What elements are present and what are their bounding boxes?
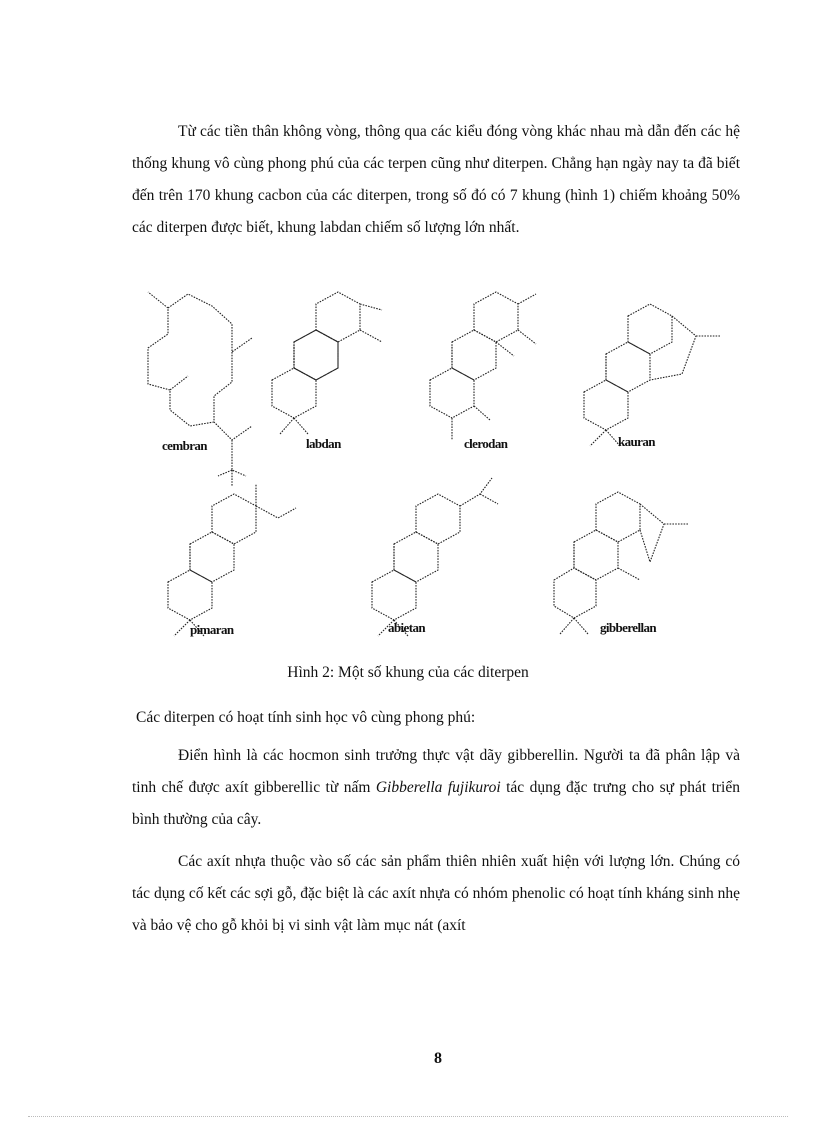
abietan-structure — [372, 478, 498, 636]
label-abietan: abietan — [388, 620, 425, 635]
paragraph-2 — [136, 702, 744, 734]
label-labdan: labdan — [306, 436, 341, 451]
paragraph-4-text: Các axít nhựa thuộc vào số các sản phẩm thiên nhiên xuất hiện với lượng lớn. Chúng có tác dụng cố kết các sợi gỗ, đặc biệt là các axít nhựa có nhóm phenolic có hoạt tính kháng sinh nhẹ và bảo vệ cho gỗ khỏi bị vi sinh vật làm mục nát (axít — [132, 853, 740, 934]
label-gibberellan: gibberellan — [600, 620, 657, 635]
paragraph-1 — [132, 116, 740, 244]
paragraph-1-text: Từ các tiền thân không vòng, thông qua các kiểu đóng vòng khác nhau mà dẫn đến các hệ thống khung vô cùng phong phú của các terpen cũng như diterpen. Chẳng hạn ngày nay ta đã biết đến trên 170 khung cacbon của các diterpen, trong số đó có 7 khung (hình 1) chiếm khoảng 50% các diterpen được biết, khung labdan chiếm số lượng lớn nhất. — [132, 123, 740, 236]
label-clerodan: clerodan — [464, 436, 508, 451]
figure-caption: Hình 2: Một số khung của các diterpen — [287, 664, 529, 681]
paragraph-3-text-start: Điển hình là các hocmon sinh trưởng thực vật dãy gibberellin. Người ta đã phân lập và tinh chế được axít gibberellic từ nấm — [132, 747, 740, 796]
clerodan-structure — [430, 292, 536, 440]
label-kauran: kauran — [618, 434, 655, 449]
label-cembran: cembran — [162, 438, 207, 453]
labdan-structure — [272, 292, 382, 434]
pimaran-structure — [168, 484, 296, 636]
paragraph-2-text: Các diterpen có hoạt tính sinh học vô cùng phong phú: — [136, 709, 476, 726]
paragraph-3-text-end: tác dụng đặc trưng cho sự phát triển bình thường của cây. — [132, 779, 740, 828]
species-name: Gibberella fujikuroi — [375, 779, 501, 796]
paragraph-3 — [132, 740, 740, 836]
gibberellan-structure — [554, 492, 688, 634]
page-number: 8 — [434, 1050, 442, 1067]
cembran-structure — [148, 292, 252, 486]
structure-drawings — [120, 280, 740, 650]
footer-divider — [28, 1116, 788, 1117]
paragraph-4 — [132, 846, 740, 942]
label-pimaran: pimaran — [190, 622, 234, 637]
kauran-structure — [584, 304, 720, 446]
figure-diterpen-skeletons — [120, 280, 740, 650]
